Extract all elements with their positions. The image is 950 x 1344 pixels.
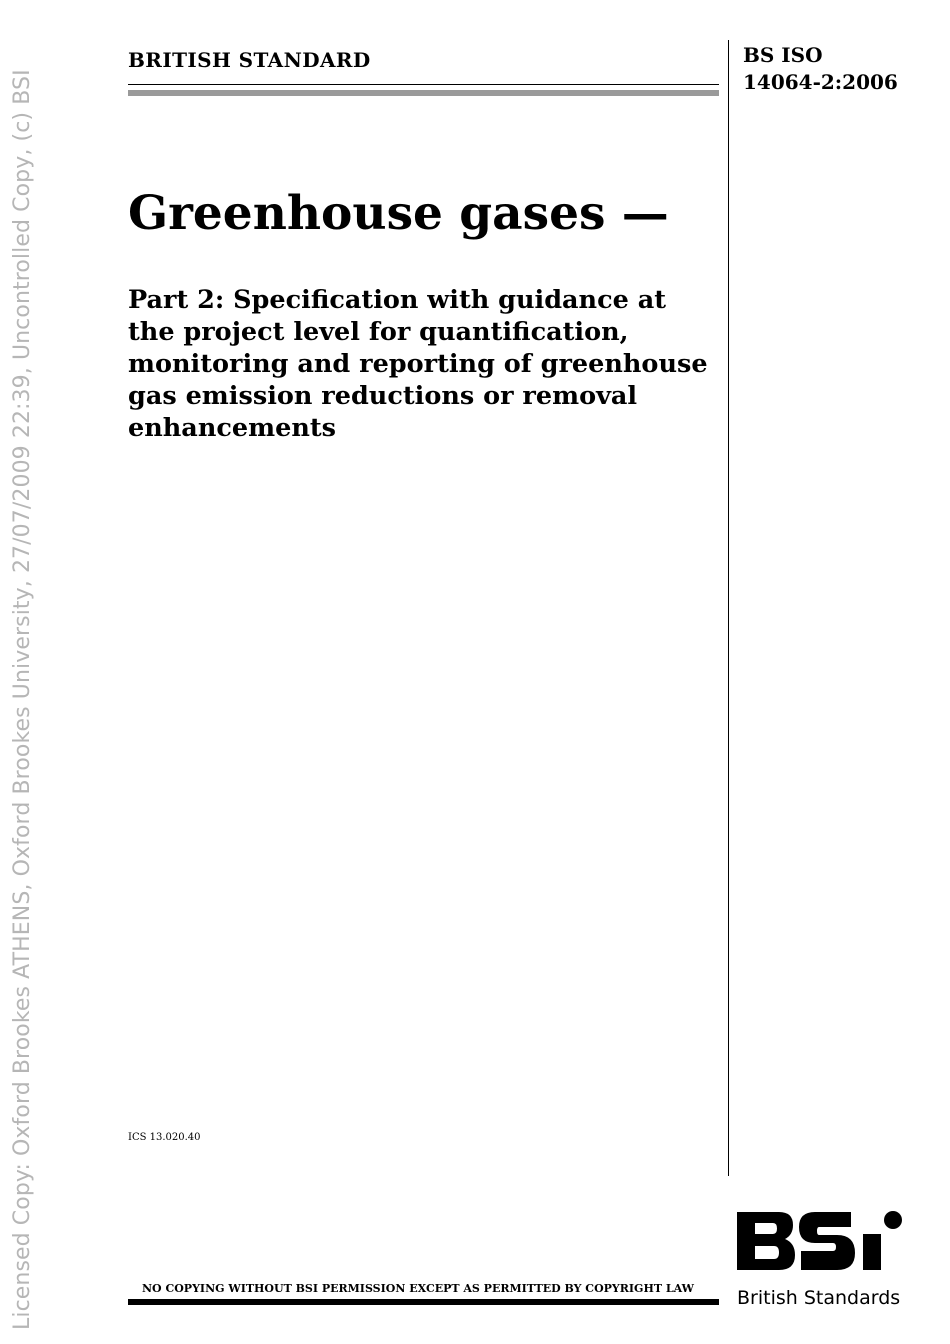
footer-divider	[128, 1299, 719, 1305]
standard-number-line1: BS ISO	[743, 43, 823, 67]
copyright-notice: NO COPYING WITHOUT BSI PERMISSION EXCEPT AS PERMITTED BY COPYRIGHT LAW	[142, 1282, 694, 1295]
document-title: Greenhouse gases —	[128, 186, 669, 241]
margin-divider	[728, 40, 729, 1176]
bsi-logo-caption: British Standards	[737, 1287, 901, 1309]
document-subtitle: Part 2: Specification with guidance at the project level for quantification, monitoring and reporting of greenhouse gas emission reductions or removal enhancements	[128, 285, 708, 443]
bsi-logo-letter-i-dot	[884, 1211, 902, 1229]
header-divider-thick	[128, 90, 719, 96]
bsi-logo-letter-i-stem	[863, 1234, 881, 1270]
license-watermark: Licensed Copy: Oxford Brookes ATHENS, Oxford Brookes University, 27/07/2009 22:39, Uncontrolled Copy, (c) BSI	[10, 69, 35, 1330]
standard-number-line2: 14064-2:2006	[743, 70, 898, 94]
bsi-logo-letter-s	[799, 1212, 855, 1270]
bsi-logo-letter-b	[737, 1212, 795, 1270]
standard-number	[743, 42, 898, 96]
document-type-label: BRITISH STANDARD	[128, 48, 371, 72]
bsi-logo	[735, 1210, 905, 1272]
ics-code: ICS 13.020.40	[128, 1132, 201, 1143]
header-divider-thin	[128, 84, 719, 85]
